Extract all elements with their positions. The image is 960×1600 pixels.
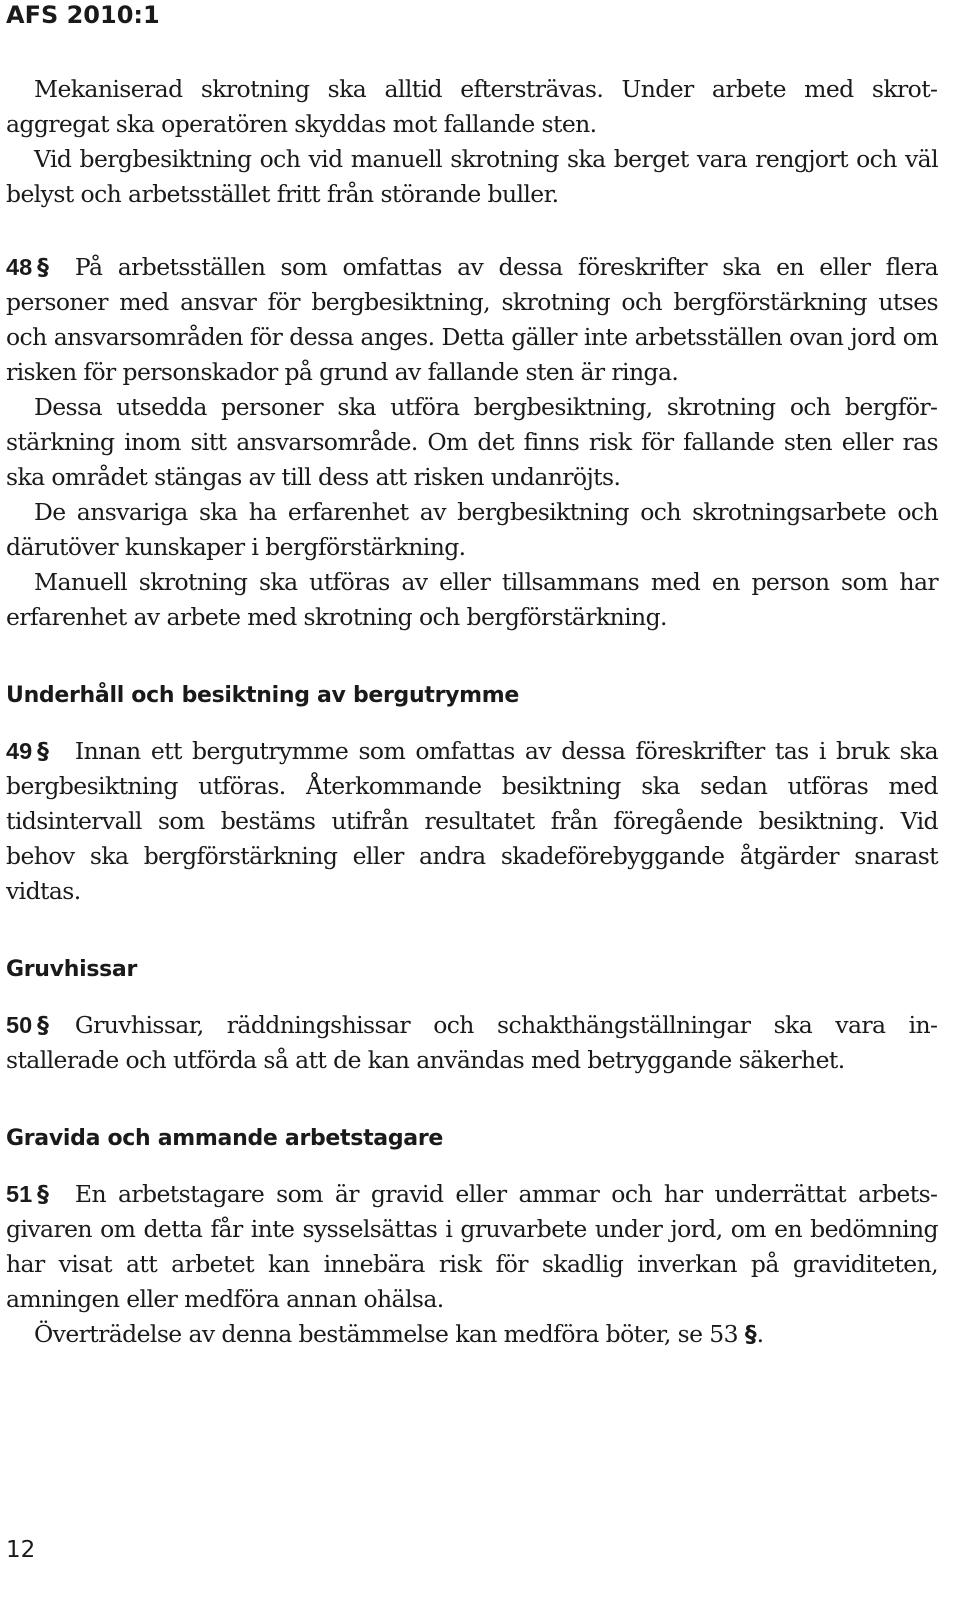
section-51-paragraph-1: [6, 1177, 938, 1317]
section-51-text-1: En arbetstagare som är gravid eller ammar och har underrättat arbetsgivaren om detta får inte sysselsättas i gruvarbete under jord, om en bedömning har visat att arbetet kan innebära risk för skadlig inverkan på graviditeten, amningen eller medföra annan ohälsa.: [6, 1180, 938, 1313]
section-heading: Underhåll och besiktning av bergutrymme: [6, 683, 520, 708]
section-sign: §: [744, 1320, 757, 1348]
penalty-text: Överträdelse av denna bestämmelse kan medföra böter, se 53: [34, 1320, 745, 1348]
section-number: 51: [6, 1181, 33, 1207]
section-48-paragraph-2: Dessa utsedda personer ska utföra bergbesiktning, skrotning och bergförstärkning inom sitt ansvarsområde. Om det finns risk för fallande sten eller ras ska området stängas av till dess att risken undanröjts.: [6, 393, 938, 491]
page-content: [6, 72, 938, 1352]
section-number: 48: [6, 254, 33, 280]
sentence-end: .: [756, 1320, 764, 1348]
section-sign: §: [37, 1180, 49, 1208]
section-48-paragraph-1: [6, 250, 938, 390]
section-48-paragraph-3: De ansvariga ska ha erfarenhet av bergbesiktning och skrotningsarbete och därutöver kunskaper i bergförstärkning.: [6, 498, 938, 561]
section-51-paragraph-2: [6, 1317, 938, 1352]
intro-paragraph-2: Vid bergbesiktning och vid manuell skrotning ska berget vara rengjort och väl belyst och arbetsstället fritt från störande buller.: [6, 145, 938, 208]
section-sign: §: [37, 1011, 49, 1039]
section-number: 50: [6, 1012, 33, 1038]
section-sign: §: [37, 253, 49, 281]
running-header: AFS 2010:1: [6, 1, 160, 29]
subsection-underhall: [6, 681, 938, 909]
section-50-text-1: Gruvhissar, räddningshissar och schakthängställningar ska vara installerade och utförda så att de kan användas med betryggande säkerhet.: [6, 1011, 938, 1074]
section-48-text-1: På arbetsställen som omfattas av dessa föreskrifter ska en eller flera personer med ansvar för bergbesiktning, skrotning och bergförstärkning utses och ansvarsområden för dessa anges. Detta gäller inte arbetsställen ovan jord om risken för personskador på grund av fallande sten är ringa.: [6, 253, 938, 386]
section-heading: Gravida och ammande arbetstagare: [6, 1126, 443, 1151]
intro-paragraph-1: Mekaniserad skrotning ska alltid eftersträvas. Under arbete med skrotaggregat ska operatören skyddas mot fallande sten.: [6, 75, 938, 138]
page-number: 12: [6, 1537, 36, 1563]
section-49-text-1: Innan ett bergutrymme som omfattas av dessa föreskrifter tas i bruk ska bergbesiktning utföras. Återkommande besiktning ska sedan utföras med tidsintervall som bestäms utifrån resultatet från föregående besiktning. Vid behov ska bergförstärkning eller andra skadeförebyggande åtgärder snarast vidtas.: [6, 737, 938, 905]
section-48: [6, 250, 938, 635]
section-sign: §: [37, 737, 49, 765]
section-49-paragraph-1: [6, 734, 938, 909]
section-number: 49: [6, 738, 33, 764]
subsection-gruvhissar: [6, 955, 938, 1078]
section-48-paragraph-4: Manuell skrotning ska utföras av eller tillsammans med en person som har erfarenhet av arbete med skrotning och bergförstärkning.: [6, 568, 938, 631]
section-heading: Gruvhissar: [6, 957, 137, 982]
intro-block: [6, 72, 938, 212]
subsection-gravida: [6, 1124, 938, 1352]
section-50-paragraph-1: [6, 1008, 938, 1078]
